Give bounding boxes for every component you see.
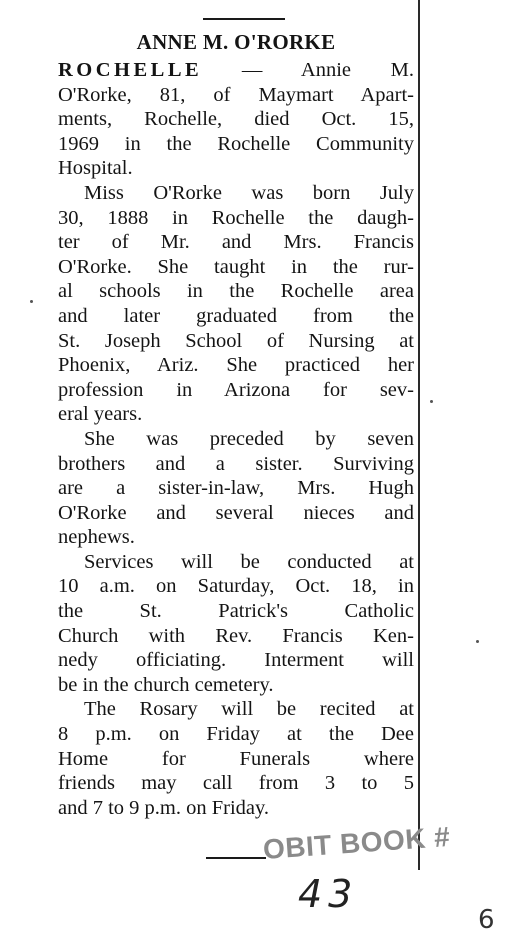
obituary-column [58, 30, 414, 820]
text-line: O'Rorke, 81, of Maymart Apart- [58, 83, 414, 106]
text-line: 10 a.m. on Saturday, Oct. 18, in [58, 575, 414, 598]
text-line: Church with Rev. Francis Ken- [58, 624, 414, 647]
dateline: ROCHELLE [58, 59, 203, 81]
paragraph [58, 550, 414, 698]
text-line: 30, 1888 in Rochelle the daugh- [58, 206, 414, 229]
text-line: nedy officiating. Interment will [58, 649, 414, 672]
text-line: profession in Arizona for sev- [58, 378, 414, 401]
text-line: 1969 in the Rochelle Community [58, 132, 414, 155]
text-line: 8 p.m. on Friday at the Dee [58, 723, 414, 746]
obit-book-stamp: OBIT BOOK # [262, 820, 452, 865]
handwritten-corner-mark: 6 [478, 905, 495, 935]
top-divider [203, 18, 285, 20]
text-line: She was preceded by seven [84, 427, 414, 450]
dateline-line [58, 58, 414, 83]
paragraph [58, 58, 414, 181]
text-line: the St. Patrick's Catholic [58, 600, 414, 623]
text-line: O'Rorke. She taught in the rur- [58, 255, 414, 278]
text-line: Miss O'Rorke was born July [84, 181, 414, 204]
text-line: ter of Mr. and Mrs. Francis [58, 231, 414, 254]
ink-speck [430, 400, 433, 403]
text-line: St. Joseph School of Nursing at [58, 329, 414, 352]
text-line: ments, Rochelle, died Oct. 15, [58, 108, 414, 131]
text-line: O'Rorke and several nieces and [58, 501, 414, 524]
text-line: are a sister-in-law, Mrs. Hugh [58, 477, 414, 500]
dateline-rest: — Annie M. [202, 59, 414, 81]
handwritten-book-number: 43 [298, 872, 359, 916]
text-line: Hospital. [58, 157, 133, 180]
bottom-divider [206, 857, 266, 859]
text-line: and later graduated from the [58, 304, 414, 327]
text-line: Phoenix, Ariz. She practiced her [58, 354, 414, 377]
column-rule [418, 0, 420, 870]
text-line: Services will be conducted at [84, 550, 414, 573]
text-line: nephews. [58, 526, 135, 549]
text-line: al schools in the Rochelle area [58, 280, 414, 303]
paragraph [58, 427, 414, 550]
paragraph [58, 181, 414, 427]
headline: ANNE M. O'RORKE [136, 30, 336, 54]
ink-speck [476, 640, 479, 643]
text-line: eral years. [58, 403, 143, 426]
text-line: friends may call from 3 to 5 [58, 772, 414, 795]
ink-speck [30, 300, 33, 303]
text-line: brothers and a sister. Surviving [58, 452, 414, 475]
text-line: Home for Funerals where [58, 747, 414, 770]
text-line: The Rosary will be recited at [84, 698, 414, 721]
text-line: and 7 to 9 p.m. on Friday. [58, 796, 270, 819]
text-line: be in the church cemetery. [58, 673, 274, 696]
paragraph [58, 697, 414, 820]
